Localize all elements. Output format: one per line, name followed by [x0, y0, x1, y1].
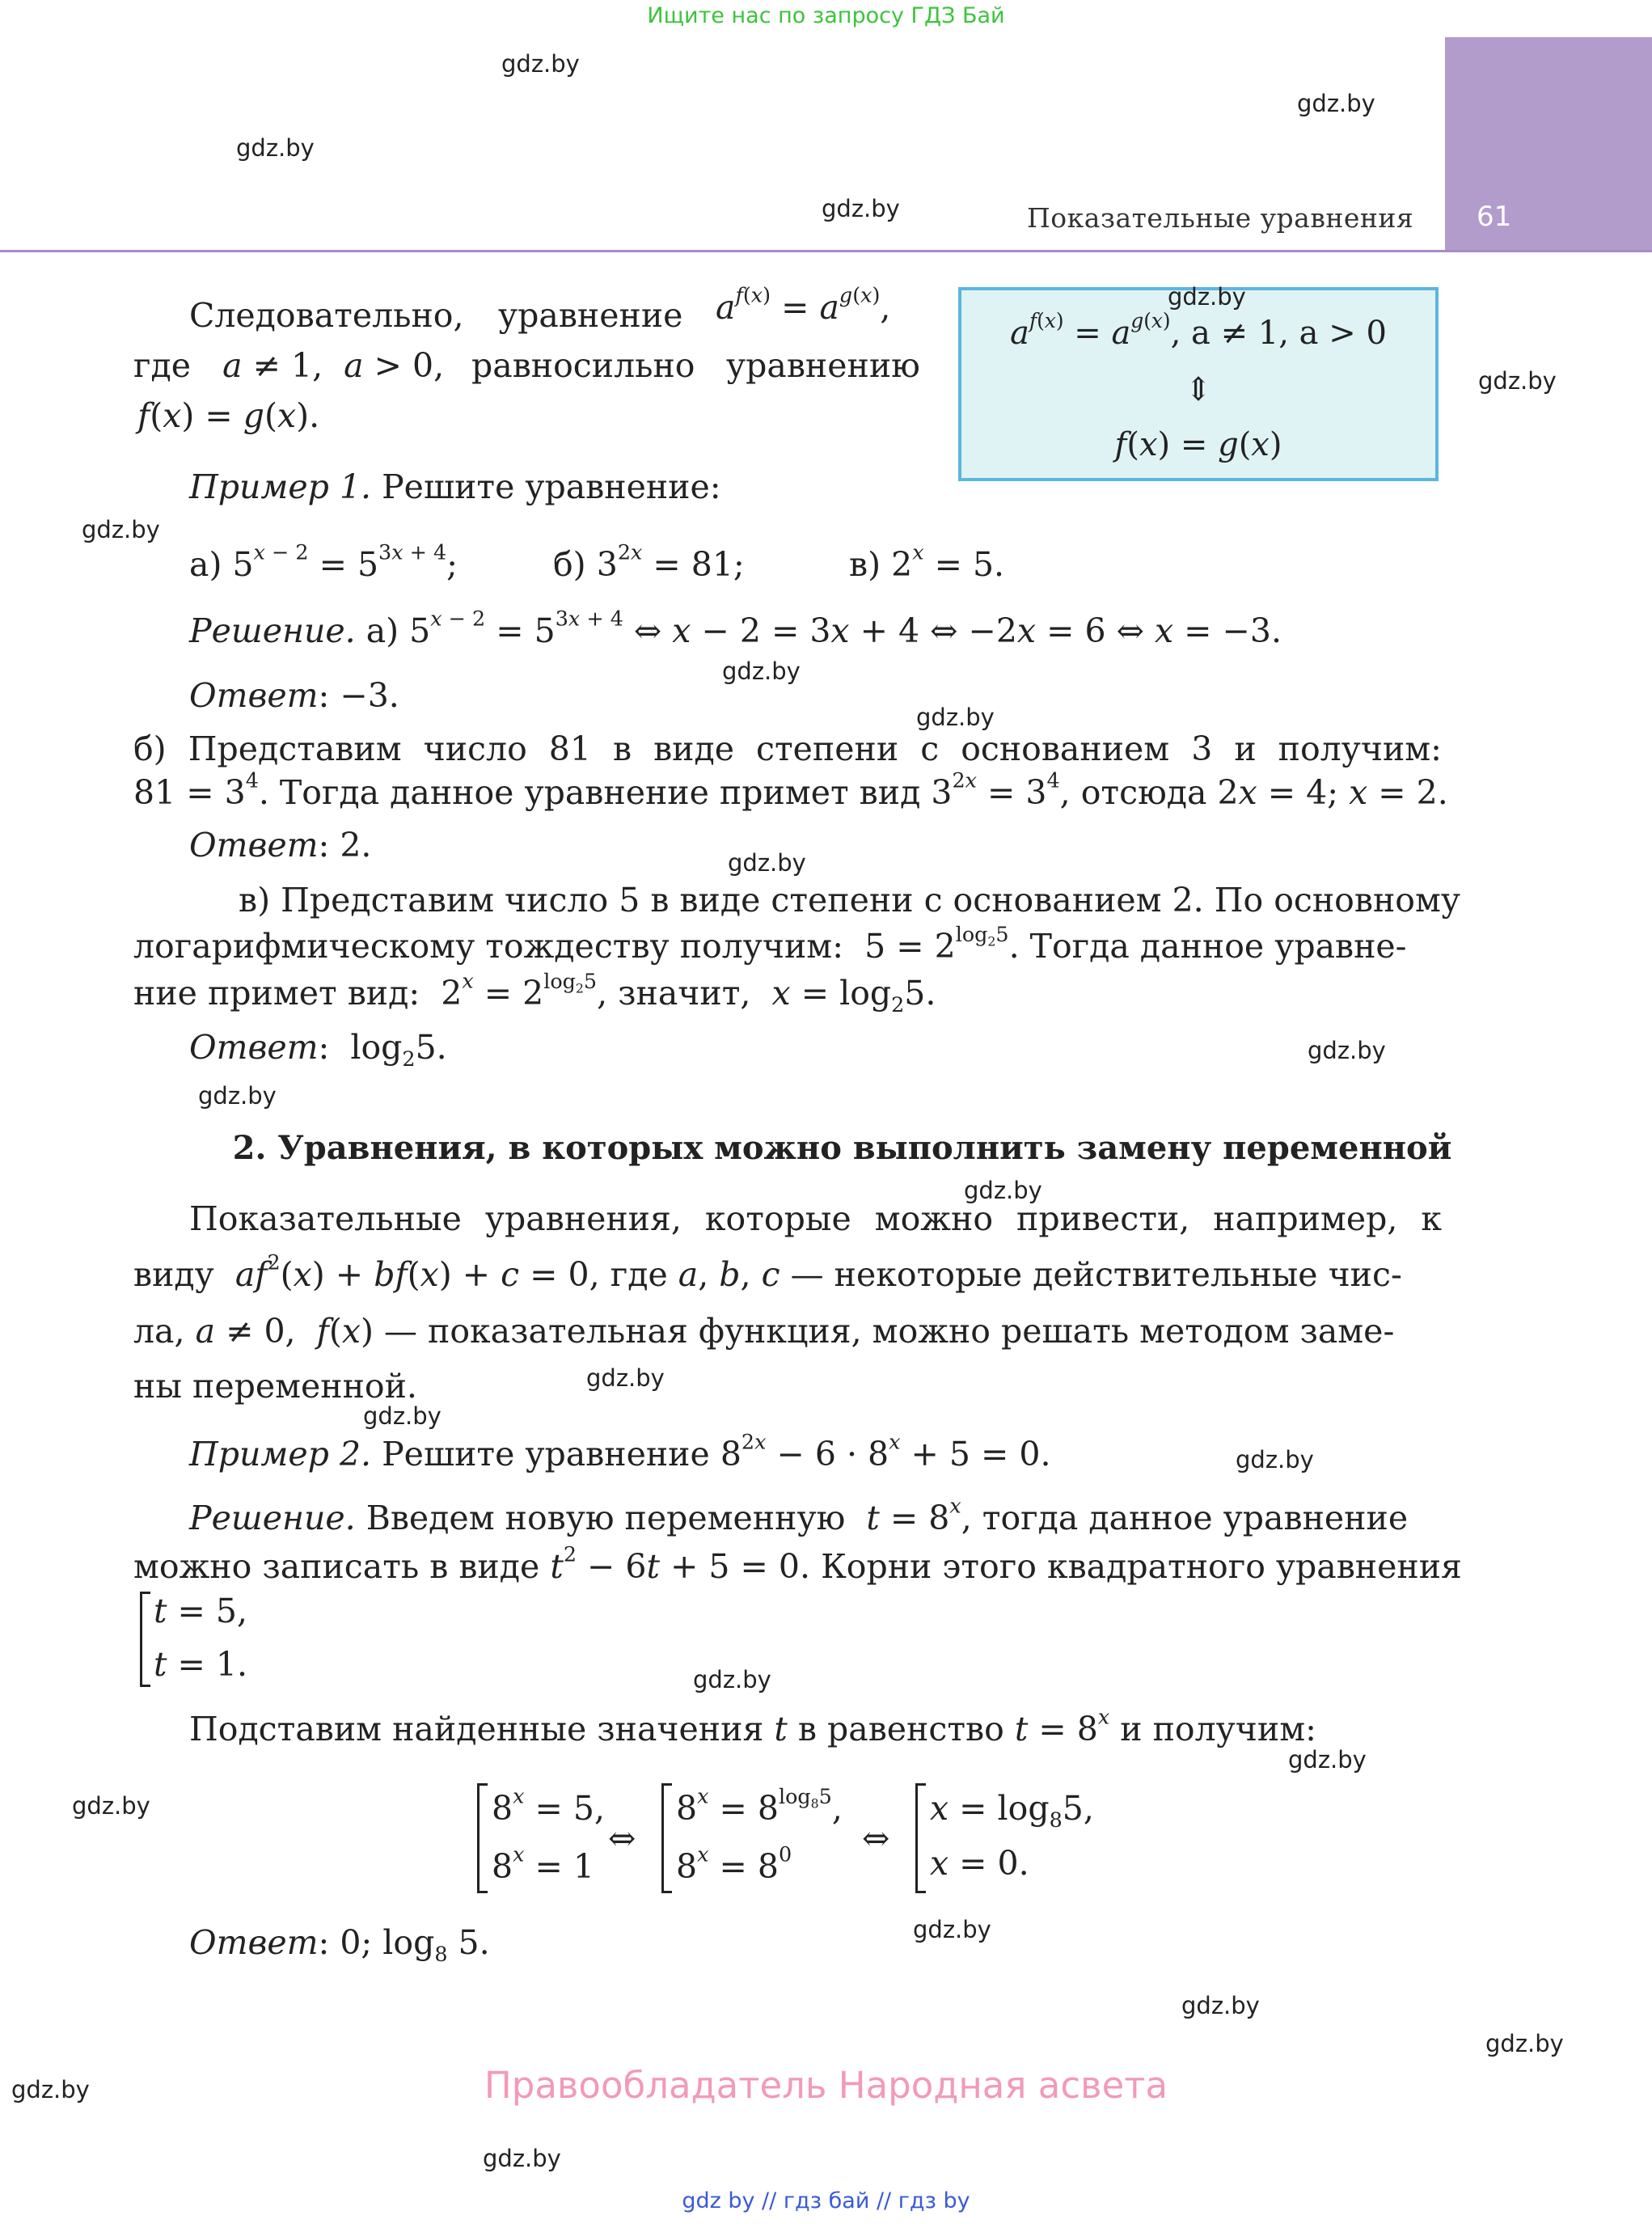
answer: Ответ: 0; $\log_8 5$.: [189, 1923, 490, 1966]
search-banner: Ищите нас по запросу ГДЗ Бай: [647, 3, 1005, 28]
formula: t = 1.: [154, 1645, 248, 1684]
text-line: Подставим найденные значения t в равенство $t = 8^x$ и получим:: [189, 1704, 1316, 1748]
system-bracket: [477, 1783, 488, 1893]
watermark: gdz.by: [964, 1177, 1042, 1204]
system-bracket: [915, 1783, 926, 1893]
text-line: виду $af^2(x) + bf(x) + c = 0$, где a, b, c — некоторые действительные чис-: [133, 1249, 1402, 1294]
watermark: gdz.by: [1236, 1446, 1314, 1474]
watermark: gdz.by: [693, 1666, 771, 1693]
copyright-notice: Правообладатель Народная асвета: [484, 2064, 1168, 2107]
equivalence-sign: ⇔: [608, 1819, 636, 1858]
running-title: Показательные уравнения: [1027, 202, 1414, 234]
solution-a: Решение. а) $5^{x - 2} = 5^{3x + 4}$ ⇔ x − 2 = 3x + 4 ⇔ −2x = 6 ⇔ x = −3.: [189, 606, 1282, 650]
equivalence-sign: ⇔: [862, 1819, 890, 1858]
watermark: gdz.by: [1297, 90, 1375, 117]
answer: Ответ: 2.: [189, 826, 372, 865]
watermark: gdz.by: [913, 1916, 991, 1943]
watermark: gdz.by: [1168, 283, 1246, 311]
watermark: gdz.by: [722, 657, 801, 685]
text-line: где a ≠ 1, a > 0,: [133, 346, 445, 385]
watermark: gdz.by: [1478, 367, 1557, 395]
formula: $x = \log_85$,: [930, 1789, 1094, 1832]
watermark: gdz.by: [236, 134, 315, 162]
answer: Ответ: −3.: [189, 676, 399, 715]
text-line: ние примет вид: $2^x = 2^{log_25}$, значит, $x = \log_25$.: [133, 968, 936, 1017]
solution-line: можно записать в виде $t^2 - 6t + 5 = 0$. Корни этого квадратного уравнения: [133, 1541, 1462, 1586]
example-item-c: в) $2^x = 5$.: [849, 539, 1005, 584]
text-line: ла, a ≠ 0, f(x) — показательная функция, можно решать методом заме-: [133, 1312, 1395, 1351]
watermark: gdz.by: [501, 50, 580, 78]
watermark: gdz.by: [916, 704, 995, 731]
solution-line: Решение. Введем новую переменную $t = 8^x$, тогда данное уравнение: [189, 1493, 1409, 1537]
text-line: б) Представим число 81 в виде степени с основанием 3 и получим:: [133, 729, 1442, 768]
rule-box: [958, 287, 1439, 481]
text-line: уравнение: [498, 296, 683, 335]
text-line: ны переменной.: [133, 1367, 417, 1406]
formula: $a^{f(x)} = a^{g(x)}$,: [716, 282, 891, 327]
rule-box-formula: $a^{f(x)} = a^{g(x)}$, a ≠ 1, a > 0: [1010, 309, 1387, 352]
watermark: gdz.by: [198, 1082, 277, 1110]
footer-links[interactable]: gdz by // гдз бай // гдз by: [682, 2188, 970, 2213]
text-line: логарифмическому тождеству получим: $5 = 2^{log_25}$. Тогда данное уравне-: [133, 921, 1407, 966]
watermark: gdz.by: [728, 849, 806, 877]
example-title: Пример 2. Решите уравнение $8^{2x} - 6 \cdot 8^x + 5 = 0$.: [189, 1429, 1051, 1474]
system-bracket: [661, 1783, 672, 1893]
answer: Ответ: $\log_25$.: [189, 1028, 447, 1071]
page-number: 61: [1477, 201, 1512, 233]
watermark: gdz.by: [1308, 1037, 1386, 1064]
formula: $8^x = 8^{log_85}$,: [676, 1783, 843, 1828]
text-line: уравнению: [726, 346, 920, 385]
section-heading: 2. Уравнения, в которых можно выполнить замену переменной: [232, 1129, 1452, 1167]
watermark: gdz.by: [1288, 1746, 1367, 1774]
formula: $8^x = 5$,: [492, 1783, 605, 1828]
rule-box-result: f(x) = g(x): [1114, 426, 1282, 463]
watermark: gdz.by: [822, 195, 900, 222]
watermark: gdz.by: [363, 1402, 442, 1430]
formula: x = 0.: [930, 1844, 1029, 1883]
example-item-b: б) $3^{2x} = 81$;: [553, 539, 745, 584]
formula: $8^x = 1$: [492, 1841, 594, 1886]
text-line: Следовательно,: [189, 296, 464, 335]
header-divider: [0, 250, 1652, 252]
text-line: в) Представим число 5 в виде степени с основанием 2. По основному: [239, 881, 1460, 920]
watermark: gdz.by: [586, 1364, 665, 1392]
formula: t = 5,: [154, 1592, 248, 1630]
equivalence-arrow: ⇕: [1185, 371, 1212, 408]
formula: f(x) = g(x).: [137, 396, 320, 435]
system-bracket: [140, 1592, 150, 1687]
example-item-a: а) $5^{x - 2} = 5^{3x + 4}$;: [189, 539, 458, 584]
example-title: Пример 1. Решите уравнение:: [189, 467, 721, 506]
watermark: gdz.by: [483, 2145, 561, 2172]
watermark: gdz.by: [1485, 2030, 1564, 2057]
formula: $8^x = 8^0$: [676, 1841, 792, 1886]
watermark: gdz.by: [1181, 1992, 1260, 2019]
watermark: gdz.by: [72, 1792, 150, 1820]
watermark: gdz.by: [11, 2076, 90, 2103]
text-line: равносильно: [471, 346, 695, 385]
text-line: Показательные уравнения, которые можно привести, например, к: [189, 1199, 1442, 1238]
watermark: gdz.by: [82, 516, 160, 543]
text-line: $81 = 3^4$. Тогда данное уравнение примет вид $3^{2x} = 3^4$, отсюда 2x = 4; x = 2.: [133, 767, 1448, 812]
